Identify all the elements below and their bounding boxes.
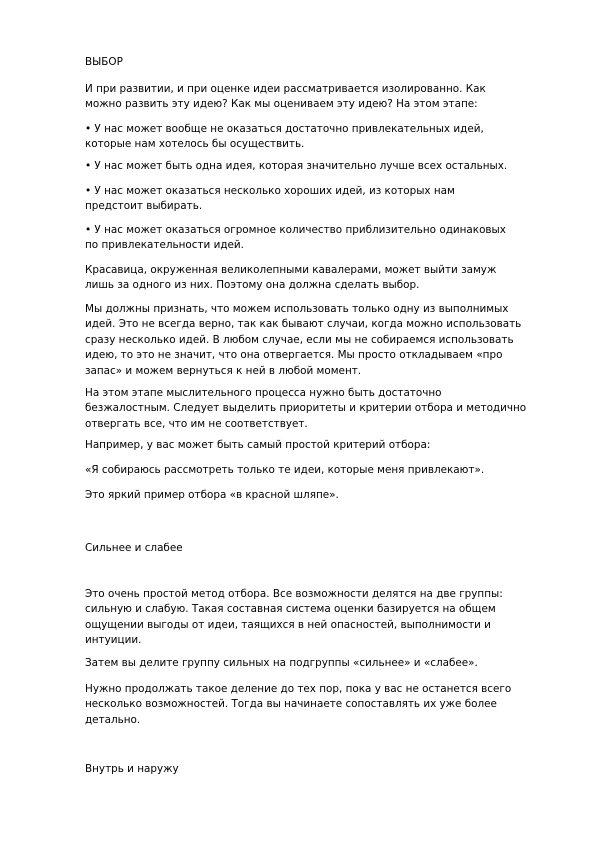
- body-paragraph: [85, 302, 547, 379]
- paragraph-line: отвергать все, что им не соответствует.: [85, 417, 308, 430]
- paragraph-line: можно развить эту идею? Как мы оцениваем эту идею? На этом этапе:: [85, 98, 478, 111]
- paragraph-line: лишь за одного из них. Поэтому она должна сделать выбор.: [85, 279, 420, 292]
- paragraph-line: Это яркий пример отбора «в красной шляпе».: [85, 489, 339, 501]
- paragraph-line: детально.: [85, 713, 141, 726]
- section-heading: Сильнее и слабее: [85, 542, 183, 554]
- paragraph-line: сильную и слабую. Такая составная система оценки базируется на общем: [85, 603, 496, 616]
- bullet-line: • У нас может быть одна идея, которая значительно лучше всех остальных.: [85, 160, 508, 172]
- bullet-line: • У нас может оказаться несколько хороших идей, из которых нам: [85, 185, 455, 197]
- section-heading: Внутрь и наружу: [85, 763, 179, 775]
- document-title: ВЫБОР: [85, 56, 123, 68]
- paragraph-line: безжалостным. Следует выделить приоритеты и критерии отбора и методично: [85, 402, 527, 415]
- bullet-item: [85, 223, 547, 254]
- paragraph-line: идей. Это не всегда верно, так как бывают случаи, когда можно использовать: [85, 318, 522, 331]
- paragraph-line: идею, то это не значит, что она отвергается. Мы просто откладываем «про: [85, 349, 503, 362]
- paragraph-line: несколько возможностей. Тогда вы начинаете сопоставлять их уже более: [85, 698, 497, 711]
- body-paragraph: [85, 656, 547, 671]
- document-title-block: [85, 55, 547, 70]
- paragraph-line: Затем вы делите группу сильных на подгруппы «сильнее» и «слабее».: [85, 657, 478, 669]
- body-paragraph: [85, 386, 547, 432]
- bullet-line: предстоит выбирать.: [85, 200, 203, 213]
- paragraph-line: «Я собираюсь рассмотреть только те идеи, которые меня привлекают».: [85, 464, 485, 476]
- bullet-line: • У нас может вообще не оказаться достаточно привлекательных идей,: [85, 123, 484, 135]
- section-heading-block: [85, 541, 547, 556]
- bullet-line: • У нас может оказаться огромное количество приблизительно одинаковых: [85, 224, 506, 236]
- paragraph-line: Например, у вас может быть самый простой критерий отбора:: [85, 439, 431, 451]
- body-paragraph: [85, 587, 547, 649]
- body-paragraph: [85, 682, 547, 728]
- paragraph-line: Нужно продолжать такое деление до тех пор, пока у вас не останется всего: [85, 683, 512, 695]
- paragraph-line: Это очень простой метод отбора. Все возможности делятся на две группы:: [85, 588, 503, 600]
- body-paragraph: [85, 488, 547, 503]
- paragraph-line: запас» и можем вернуться к ней в любой момент.: [85, 364, 362, 377]
- paragraph-line: Мы должны признать, что можем использовать только одну из выполнимых: [85, 303, 509, 315]
- body-paragraph: [85, 463, 547, 478]
- intro-paragraph: [85, 82, 547, 113]
- paragraph-line: Красавица, окруженная великолепными кавалерами, может выйти замуж: [85, 264, 497, 276]
- bullet-line: которые нам хотелось бы осуществить.: [85, 138, 305, 151]
- section-heading-block: [85, 762, 547, 777]
- bullet-line: по привлекательности идей.: [85, 239, 244, 252]
- paragraph-line: сразу несколько идей. В любом случае, если мы не собираемся использовать: [85, 333, 514, 346]
- paragraph-line: И при развитии, и при оценке идеи рассматривается изолированно. Как: [85, 83, 486, 95]
- paragraph-line: На этом этапе мыслительного процесса нужно быть достаточно: [85, 387, 442, 399]
- body-paragraph: [85, 438, 547, 453]
- paragraph-line: интуиции.: [85, 634, 142, 647]
- bullet-item: [85, 184, 547, 215]
- body-paragraph: [85, 263, 547, 294]
- bullet-item: [85, 122, 547, 153]
- bullet-item: [85, 159, 547, 174]
- paragraph-line: ощущении выгоды от идеи, таящихся в ней опасностей, выполнимости и: [85, 618, 491, 631]
